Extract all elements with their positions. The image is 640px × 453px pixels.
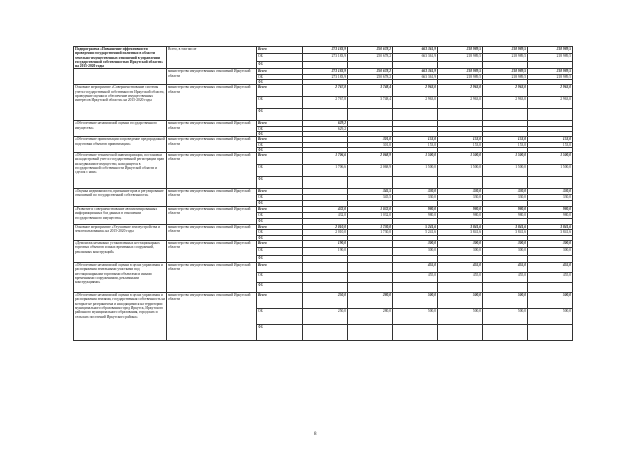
amount-cell: 3 748,4	[348, 97, 393, 109]
amount-cell: 1 730,0	[348, 230, 393, 235]
measure-name-cell: Основное мероприятие «Совершенствование системы учета государственной собственности Иркутской области, проведение оценки и обеспечение имущественных интересов Иркутской области» на 2015-2020 годы	[74, 85, 167, 121]
funding-source-cell: Всего	[257, 263, 303, 273]
amount-cell: 1 500,0	[483, 165, 528, 177]
table-row	[74, 153, 573, 165]
amount-cell	[528, 255, 573, 262]
amount-cell: 500,0	[483, 309, 528, 325]
amount-cell: 153,0	[483, 142, 528, 147]
measure-name-cell: Подпрограмма «Повышение эффективности проведения государственной политики в области земельно-имущественных отношений в управлении государственной собственностью Иркутской области» на 2015-2020 годы	[74, 47, 167, 69]
table-row	[74, 293, 573, 309]
funding-source-cell: Всего	[257, 189, 303, 195]
amount-cell: 280,0	[348, 293, 393, 309]
amount-cell	[393, 61, 438, 69]
amount-cell	[393, 283, 438, 293]
amount-cell: 1 500,0	[528, 165, 573, 177]
amount-cell: 455,0	[393, 263, 438, 273]
amount-cell	[528, 283, 573, 293]
funding-source-cell: ОБ	[257, 195, 303, 201]
amount-cell: 300,0	[528, 248, 573, 255]
amount-cell: 153,0	[528, 142, 573, 147]
amount-cell	[438, 283, 483, 293]
amount-cell: 330,0	[483, 195, 528, 201]
amount-cell: 153,0	[393, 137, 438, 142]
measure-name-cell: «Оценка недвижимости, признание прав и регулирование отношений по государственной собственности»	[74, 189, 167, 207]
funding-source-cell: Всего	[257, 153, 303, 165]
amount-cell	[483, 283, 528, 293]
budget-table-body	[74, 47, 573, 341]
executor-cell: министерство имущественных отношений Иркутской области	[167, 241, 257, 263]
amount-cell	[393, 109, 438, 121]
funding-source-cell: ОБ	[257, 126, 303, 131]
amount-cell: 663 361,9	[393, 74, 438, 79]
amount-cell: 1 500,0	[393, 165, 438, 177]
amount-cell	[348, 325, 393, 341]
amount-cell: 3 841,6	[483, 230, 528, 235]
funding-source-cell: Всего	[257, 69, 303, 74]
table-row	[74, 241, 573, 248]
amount-cell	[528, 109, 573, 121]
amount-cell: 330,0	[438, 189, 483, 195]
measure-name-cell: «Развитие и совершенствование автоматизированных информационных баз данных в отношении государственного имущества»	[74, 207, 167, 225]
amount-cell	[528, 61, 573, 69]
funding-source-cell: ОБ	[257, 74, 303, 79]
table-row	[74, 85, 573, 97]
funding-source-cell: ФБ	[257, 325, 303, 341]
amount-cell: 2 963,0	[438, 85, 483, 97]
executor-cell: министерство имущественных отношений Иркутской области	[167, 121, 257, 137]
amount-cell: 300,0	[393, 248, 438, 255]
amount-cell: 5 241,6	[393, 225, 438, 230]
amount-cell: 153,0	[438, 142, 483, 147]
amount-cell: 3 841,6	[528, 230, 573, 235]
amount-cell: 250 678,2	[348, 69, 393, 74]
amount-cell: 250 678,2	[348, 54, 393, 61]
amount-cell: 980,0	[528, 207, 573, 213]
amount-cell: 1 706,6	[303, 165, 348, 177]
amount-cell: 455,0	[483, 263, 528, 273]
amount-cell: 455,0	[483, 273, 528, 283]
measure-name-cell: «Обеспечение независимой оценки в целях управления и распоряжения земельными участками под нестационарными торговыми объектами и иными временными сооружениями, рекламными конструкциями»	[74, 263, 167, 293]
executor-cell: министерство имущественных отношений Иркутской области	[167, 153, 257, 189]
amount-cell: 153,0	[483, 137, 528, 142]
amount-cell	[348, 241, 393, 248]
executor-cell: министерство имущественных отношений Иркутской области	[167, 85, 257, 121]
amount-cell	[303, 109, 348, 121]
funding-source-cell: Всего	[257, 241, 303, 248]
amount-cell: 432,0	[303, 213, 348, 219]
amount-cell: 330,0	[393, 195, 438, 201]
amount-cell	[393, 255, 438, 262]
executor-cell: министерство имущественных отношений Иркутской области	[167, 293, 257, 341]
amount-cell: 2 068,9	[348, 153, 393, 165]
amount-cell: 250 678,2	[348, 74, 393, 79]
amount-cell: 273 183,9	[303, 69, 348, 74]
amount-cell: 663 361,9	[393, 54, 438, 61]
amount-cell	[438, 255, 483, 262]
amount-cell: 2 767,8	[303, 97, 348, 109]
amount-cell: 663 361,9	[393, 47, 438, 54]
amount-cell: 218 989,5	[528, 54, 573, 61]
funding-source-cell: ОБ	[257, 273, 303, 283]
measure-name-cell: «Обеспечение приватизации и проведение предпродажной подготовки объектов приватизации»	[74, 137, 167, 153]
amount-cell: 455,0	[528, 263, 573, 273]
table-row	[74, 263, 573, 273]
measure-name-cell: «Демонтаж незаконно установленных нестационарных торговых объектов и иных временных сооружений, рекламных конструкций»	[74, 241, 167, 263]
amount-cell: 980,0	[393, 213, 438, 219]
amount-cell: 1 032,0	[348, 213, 393, 219]
measure-name-cell: «Обеспечение технической инвентаризации, постановки на кадастровый учет и государственной регистрации прав на недвижимое имущество, находящееся в государственной собственности Иркутской области и сделок с ним»	[74, 153, 167, 189]
amount-cell: 300,0	[438, 241, 483, 248]
amount-cell	[528, 325, 573, 341]
amount-cell: 455,0	[393, 273, 438, 283]
amount-cell	[438, 325, 483, 341]
amount-cell	[438, 177, 483, 189]
amount-cell: 1 730,0	[348, 225, 393, 230]
amount-cell: 250 678,2	[348, 47, 393, 54]
amount-cell: 153,0	[393, 142, 438, 147]
amount-cell: 455,0	[528, 273, 573, 283]
measure-name-cell	[74, 69, 167, 85]
amount-cell: 1 500,0	[393, 153, 438, 165]
amount-cell: 218 989,5	[438, 54, 483, 61]
funding-source-cell: Всего	[257, 85, 303, 97]
amount-cell: 218 989,5	[438, 47, 483, 54]
amount-cell: 250,0	[303, 309, 348, 325]
budget-table	[73, 46, 573, 341]
amount-cell: 500,0	[528, 309, 573, 325]
measure-name-cell: Основное мероприятие «Улучшение землеустройства и землепользования» на 2015-2020 годы	[74, 225, 167, 241]
amount-cell: 300,0	[438, 248, 483, 255]
amount-cell: 218 989,5	[483, 74, 528, 79]
amount-cell: 218 989,5	[483, 69, 528, 74]
amount-cell: 330,0	[393, 189, 438, 195]
amount-cell: 629,2	[303, 121, 348, 126]
funding-source-cell: Всего	[257, 293, 303, 309]
funding-source-cell: ОБ	[257, 54, 303, 61]
funding-source-cell: ОБ	[257, 213, 303, 219]
amount-cell: 2 963,0	[528, 85, 573, 97]
amount-cell: 980,0	[483, 213, 528, 219]
amount-cell: 300,0	[483, 248, 528, 255]
funding-source-cell: Всего	[257, 121, 303, 126]
amount-cell	[303, 325, 348, 341]
amount-cell: 273 183,9	[303, 54, 348, 61]
amount-cell: 2 963,0	[393, 85, 438, 97]
amount-cell	[393, 177, 438, 189]
funding-source-cell: ФБ	[257, 147, 303, 152]
page-number: 8	[314, 432, 317, 437]
amount-cell: 1 706,6	[303, 153, 348, 165]
amount-cell	[483, 109, 528, 121]
amount-cell: 980,0	[438, 207, 483, 213]
amount-cell: 663 361,9	[393, 69, 438, 74]
amount-cell	[348, 273, 393, 283]
amount-cell: 330,0	[528, 195, 573, 201]
amount-cell: 330,0	[483, 189, 528, 195]
amount-cell: 1 500,0	[438, 153, 483, 165]
executor-cell: министерство имущественных отношений Иркутской области	[167, 69, 257, 85]
amount-cell: 345,5	[348, 189, 393, 195]
amount-cell: 190,0	[303, 248, 348, 255]
amount-cell: 500,0	[393, 293, 438, 309]
measure-name-cell: «Обеспечение независимой оценки государственного имущества»	[74, 121, 167, 137]
funding-source-cell: ОБ	[257, 97, 303, 109]
amount-cell: 300,0	[393, 241, 438, 248]
amount-cell: 500,0	[438, 309, 483, 325]
amount-cell: 455,0	[438, 273, 483, 283]
amount-cell	[348, 109, 393, 121]
amount-cell: 218 989,5	[483, 54, 528, 61]
amount-cell	[348, 61, 393, 69]
amount-cell: 2 010,0	[303, 230, 348, 235]
amount-cell: 2 963,0	[438, 97, 483, 109]
amount-cell: 330,0	[438, 195, 483, 201]
amount-cell: 345,5	[348, 195, 393, 201]
funding-source-cell: ОБ	[257, 142, 303, 147]
amount-cell	[393, 325, 438, 341]
amount-cell: 500,0	[438, 293, 483, 309]
amount-cell: 273 183,9	[303, 47, 348, 54]
amount-cell: 218 989,5	[438, 74, 483, 79]
amount-cell	[348, 263, 393, 273]
amount-cell: 3 748,4	[348, 85, 393, 97]
amount-cell	[303, 255, 348, 262]
amount-cell: 300,0	[528, 241, 573, 248]
funding-source-cell: ОБ	[257, 309, 303, 325]
amount-cell	[438, 61, 483, 69]
funding-source-cell: ФБ	[257, 80, 303, 85]
amount-cell: 3 841,6	[438, 230, 483, 235]
amount-cell	[303, 61, 348, 69]
amount-cell: 2 963,0	[393, 97, 438, 109]
amount-cell	[348, 248, 393, 255]
executor-cell: министерство имущественных отношений Иркутской области	[167, 263, 257, 293]
funding-source-cell: ФБ	[257, 283, 303, 293]
amount-cell: 5 241,6	[393, 230, 438, 235]
amount-cell	[303, 263, 348, 273]
amount-cell	[303, 273, 348, 283]
amount-cell: 330,0	[528, 189, 573, 195]
amount-cell: 218 989,5	[483, 47, 528, 54]
amount-cell: 1 500,0	[483, 153, 528, 165]
amount-cell: 301,0	[348, 142, 393, 147]
amount-cell: 218 989,5	[528, 47, 573, 54]
amount-cell: 1 032,0	[348, 207, 393, 213]
amount-cell: 250,0	[303, 293, 348, 309]
funding-source-cell: Всего	[257, 47, 303, 54]
executor-cell: министерство имущественных отношений Иркутской области	[167, 225, 257, 241]
amount-cell	[483, 61, 528, 69]
funding-source-cell: ФБ	[257, 219, 303, 225]
amount-cell: 980,0	[483, 207, 528, 213]
amount-cell: 980,0	[528, 213, 573, 219]
amount-cell: 629,2	[303, 126, 348, 131]
funding-source-cell: ФБ	[257, 109, 303, 121]
amount-cell	[528, 177, 573, 189]
amount-cell	[348, 255, 393, 262]
amount-cell: 3 841,6	[483, 225, 528, 230]
funding-source-cell: Всего	[257, 225, 303, 230]
amount-cell: 500,0	[528, 293, 573, 309]
funding-source-cell: ФБ	[257, 131, 303, 136]
amount-cell: 3 841,6	[438, 225, 483, 230]
funding-source-cell: Всего	[257, 207, 303, 213]
funding-source-cell: ОБ	[257, 230, 303, 235]
amount-cell: 980,0	[393, 207, 438, 213]
measure-name-cell: «Обеспечение независимой оценки в целях управления и распоряжения землями, государственная собственность на которые не разграничена и находящимися на территории муниципального образования город Иркутск, Иркутского районного муниципального образования, городских и сельских поселений Иркутского района»	[74, 293, 167, 341]
budget-table-sheet	[73, 46, 572, 341]
funding-source-cell: ФБ	[257, 61, 303, 69]
funding-source-cell: ФБ	[257, 255, 303, 262]
funding-source-cell: ФБ	[257, 177, 303, 189]
amount-cell: 218 989,5	[528, 69, 573, 74]
funding-source-cell: ОБ	[257, 248, 303, 255]
amount-cell	[303, 283, 348, 293]
funding-source-cell: ФБ	[257, 201, 303, 207]
amount-cell: 500,0	[483, 293, 528, 309]
amount-cell: 2 010,0	[303, 225, 348, 230]
amount-cell: 190,0	[303, 241, 348, 248]
amount-cell: 218 989,5	[528, 74, 573, 79]
executor-cell: министерство имущественных отношений Иркутской области	[167, 207, 257, 225]
funding-source-cell: ОБ	[257, 165, 303, 177]
executor-cell: Всего, в том числе	[167, 47, 257, 69]
amount-cell: 2 963,0	[483, 85, 528, 97]
amount-cell: 273 183,9	[303, 74, 348, 79]
amount-cell: 1 500,0	[528, 153, 573, 165]
amount-cell	[483, 255, 528, 262]
table-row	[74, 47, 573, 54]
amount-cell: 432,0	[303, 207, 348, 213]
executor-cell: министерство имущественных отношений Иркутской области	[167, 137, 257, 153]
amount-cell	[303, 177, 348, 189]
amount-cell: 455,0	[438, 263, 483, 273]
amount-cell: 2 068,9	[348, 165, 393, 177]
amount-cell: 153,0	[528, 137, 573, 142]
amount-cell: 153,0	[438, 137, 483, 142]
funding-source-cell: ФБ	[257, 235, 303, 240]
amount-cell: 2 963,0	[528, 97, 573, 109]
amount-cell: 280,0	[348, 309, 393, 325]
amount-cell	[438, 109, 483, 121]
amount-cell: 3 841,6	[528, 225, 573, 230]
amount-cell: 980,0	[438, 213, 483, 219]
amount-cell	[483, 177, 528, 189]
amount-cell: 500,0	[393, 309, 438, 325]
amount-cell: 2 767,8	[303, 85, 348, 97]
amount-cell	[348, 283, 393, 293]
amount-cell: 218 989,5	[438, 69, 483, 74]
amount-cell: 300,0	[483, 241, 528, 248]
amount-cell	[483, 325, 528, 341]
executor-cell: министерство имущественных отношений Иркутской области	[167, 189, 257, 207]
funding-source-cell: Всего	[257, 137, 303, 142]
amount-cell: 1 500,0	[438, 165, 483, 177]
amount-cell	[348, 177, 393, 189]
amount-cell: 2 963,0	[483, 97, 528, 109]
amount-cell: 301,0	[348, 137, 393, 142]
